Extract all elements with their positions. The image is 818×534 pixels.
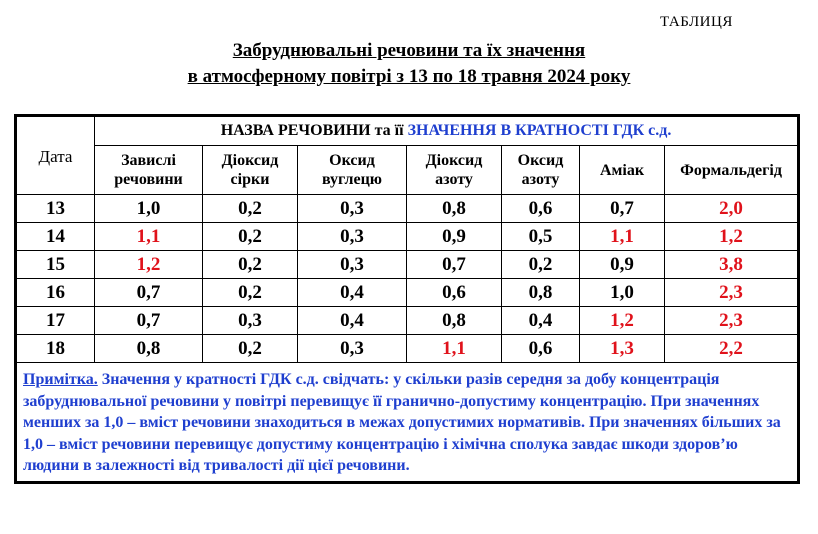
- table-row: [16, 251, 799, 279]
- column-header-line2: азоту: [521, 171, 560, 188]
- value-cell: 3,8: [665, 251, 799, 279]
- table-row: [16, 195, 799, 223]
- group-header-name: НАЗВА РЕЧОВИНИ та її: [220, 122, 408, 139]
- value-cell: 0,4: [502, 307, 580, 335]
- value-cell: 0,6: [502, 195, 580, 223]
- column-header: [407, 146, 502, 195]
- column-header-line1: Завислі: [121, 152, 176, 169]
- value-cell: 0,2: [203, 335, 298, 363]
- row-date: 13: [16, 195, 95, 223]
- value-cell: 1,0: [580, 279, 665, 307]
- document-title: [0, 38, 818, 90]
- note-row: [16, 363, 799, 483]
- note-text: Значення у кратності ГДК с.д. свідчать: у скільки разів середня за добу концентрація забруднювальної речовини у повітрі перевищує її гранично-допустиму концентрацію. При значеннях менших за 1,0 – вміст речовини знаходиться в межах допустимих нормативів. При значеннях більших за 1,0 – вміст речовини перевищує допустиму концентрацію і хімічна сполука завдає шкоди здоров’ю людини в залежності від тривалості дії цієї речовини.: [23, 371, 781, 474]
- value-cell: 0,8: [407, 307, 502, 335]
- table-row: [16, 335, 799, 363]
- value-cell: 0,2: [203, 195, 298, 223]
- value-cell: 1,1: [580, 223, 665, 251]
- column-header-line1: Оксид: [329, 152, 375, 169]
- column-header-line2: сірки: [230, 171, 270, 188]
- column-header: [502, 146, 580, 195]
- value-cell: 0,3: [298, 251, 407, 279]
- value-cell: 0,2: [203, 223, 298, 251]
- value-cell: 0,6: [407, 279, 502, 307]
- table-row: [16, 279, 799, 307]
- value-cell: 2,3: [665, 279, 799, 307]
- value-cell: 0,7: [95, 279, 203, 307]
- document-tag: ТАБЛИЦЯ: [660, 14, 733, 30]
- table-row: [16, 223, 799, 251]
- column-header-line1: Формальдегід: [680, 161, 782, 179]
- value-cell: 0,3: [298, 223, 407, 251]
- value-cell: 2,3: [665, 307, 799, 335]
- note-label: Примітка.: [23, 371, 98, 388]
- value-cell: 0,7: [407, 251, 502, 279]
- value-cell: 1,1: [407, 335, 502, 363]
- column-header-line1: Діоксид: [221, 152, 279, 169]
- value-cell: 0,2: [203, 251, 298, 279]
- row-date: 16: [16, 279, 95, 307]
- group-header-value: ЗНАЧЕННЯ В КРАТНОСТІ ГДК с.д.: [407, 122, 672, 139]
- column-header: [665, 146, 799, 195]
- value-cell: 0,8: [502, 279, 580, 307]
- value-cell: 1,2: [665, 223, 799, 251]
- column-header-line1: Оксид: [517, 152, 564, 169]
- column-header-line1: Аміак: [599, 161, 645, 179]
- value-cell: 0,8: [95, 335, 203, 363]
- column-header: [203, 146, 298, 195]
- value-cell: 0,7: [95, 307, 203, 335]
- title-line-1: Забруднювальні речовини та їх значення: [232, 40, 586, 61]
- value-cell: 2,2: [665, 335, 799, 363]
- value-cell: 0,6: [502, 335, 580, 363]
- table-body: [16, 195, 799, 363]
- value-cell: 0,3: [203, 307, 298, 335]
- column-header: [95, 146, 203, 195]
- value-cell: 0,7: [580, 195, 665, 223]
- value-cell: 1,1: [95, 223, 203, 251]
- row-date: 17: [16, 307, 95, 335]
- value-cell: 0,4: [298, 307, 407, 335]
- value-cell: 1,2: [95, 251, 203, 279]
- value-cell: 0,3: [298, 195, 407, 223]
- value-cell: 0,9: [407, 223, 502, 251]
- value-cell: 0,8: [407, 195, 502, 223]
- column-header: [580, 146, 665, 195]
- value-cell: 0,2: [502, 251, 580, 279]
- value-cell: 0,5: [502, 223, 580, 251]
- note: [16, 363, 799, 483]
- row-date: 18: [16, 335, 95, 363]
- value-cell: 1,3: [580, 335, 665, 363]
- value-cell: 1,0: [95, 195, 203, 223]
- row-date: 14: [16, 223, 95, 251]
- value-cell: 2,0: [665, 195, 799, 223]
- date-header: Дата: [16, 116, 95, 195]
- column-header-line1: Діоксид: [425, 152, 483, 169]
- title-line-2: в атмосферному повітрі з 13 по 18 травня 2024 року: [187, 66, 631, 87]
- value-cell: 0,2: [203, 279, 298, 307]
- column-header-line2: вуглецю: [321, 171, 383, 188]
- column-header: [298, 146, 407, 195]
- column-header-row: [16, 146, 799, 195]
- value-cell: 0,9: [580, 251, 665, 279]
- column-header-line2: азоту: [435, 171, 473, 188]
- group-header-row: [16, 116, 799, 146]
- group-header: [95, 116, 799, 146]
- value-cell: 0,3: [298, 335, 407, 363]
- row-date: 15: [16, 251, 95, 279]
- pollutants-table: [14, 114, 800, 484]
- table-row: [16, 307, 799, 335]
- column-header-line2: речовини: [114, 171, 183, 188]
- value-cell: 1,2: [580, 307, 665, 335]
- value-cell: 0,4: [298, 279, 407, 307]
